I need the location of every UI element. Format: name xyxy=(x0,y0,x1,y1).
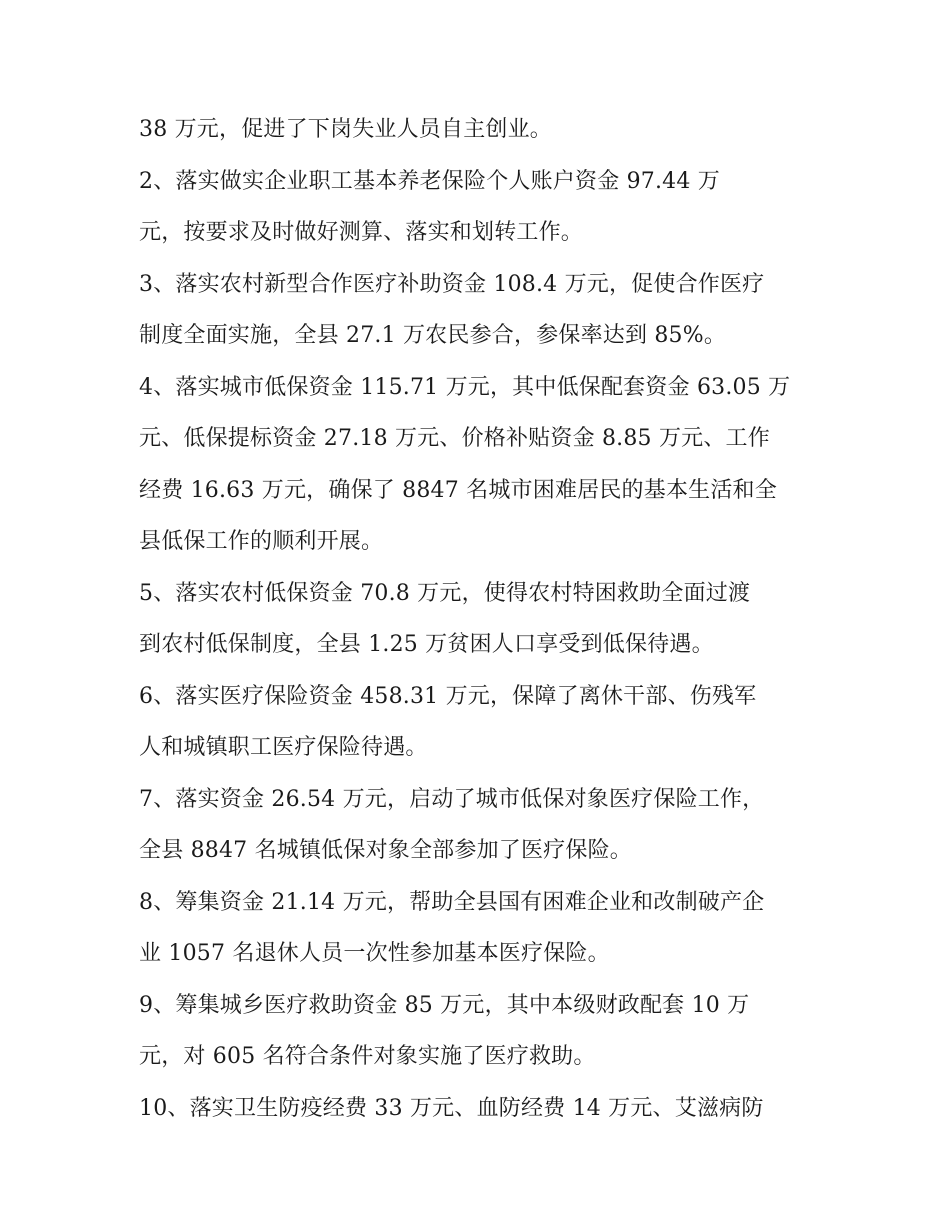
text-line: 元、低保提标资金 27.18 万元、价格补贴资金 8.85 万元、工作 xyxy=(139,426,770,451)
text-line: 制度全面实施，全县 27.1 万农民参合，参保率达到 85%。 xyxy=(139,323,727,348)
text-line: 9、筹集城乡医疗救助资金 85 万元，其中本级财政配套 10 万 xyxy=(139,992,750,1018)
text-line: 县低保工作的顺利开展。 xyxy=(139,529,384,554)
text-line: 人和城镇职工医疗保险待遇。 xyxy=(139,735,428,760)
text-line: 4、落实城市低保资金 115.71 万元，其中低保配套资金 63.05 万 xyxy=(139,374,791,400)
text-line: 38 万元，促进了下岗失业人员自主创业。 xyxy=(139,117,552,142)
text-line: 业 1057 名退休人员一次性参加基本医疗保险。 xyxy=(139,941,610,966)
text-line: 3、落实农村新型合作医疗补助资金 108.4 万元，促使合作医疗 xyxy=(139,271,765,297)
text-line: 元，对 605 名符合条件对象实施了医疗救助。 xyxy=(139,1044,596,1069)
text-line: 元，按要求及时做好测算、落实和划转工作。 xyxy=(139,220,584,245)
text-line: 2、落实做实企业职工基本养老保险个人账户资金 97.44 万 xyxy=(139,168,720,194)
text-line: 5、落实农村低保资金 70.8 万元，使得农村特困救助全面过渡 xyxy=(139,580,751,606)
text-line: 10、落实卫生防疫经费 33 万元、血防经费 14 万元、艾滋病防 xyxy=(139,1095,764,1121)
text-line: 8、筹集资金 21.14 万元，帮助全县国有困难企业和改制破产企 xyxy=(139,889,765,915)
document-body xyxy=(139,104,819,1134)
text-line: 全县 8847 名城镇低保对象全部参加了医疗保险。 xyxy=(139,838,632,863)
text-line: 6、落实医疗保险资金 458.31 万元，保障了离休干部、伤残军 xyxy=(139,683,757,709)
text-line: 经费 16.63 万元，确保了 8847 名城市困难居民的基本生活和全 xyxy=(139,477,777,503)
text-line: 到农村低保制度，全县 1.25 万贫困人口享受到低保待遇。 xyxy=(139,632,714,657)
text-line: 7、落实资金 26.54 万元，启动了城市低保对象医疗保险工作， xyxy=(139,786,765,812)
